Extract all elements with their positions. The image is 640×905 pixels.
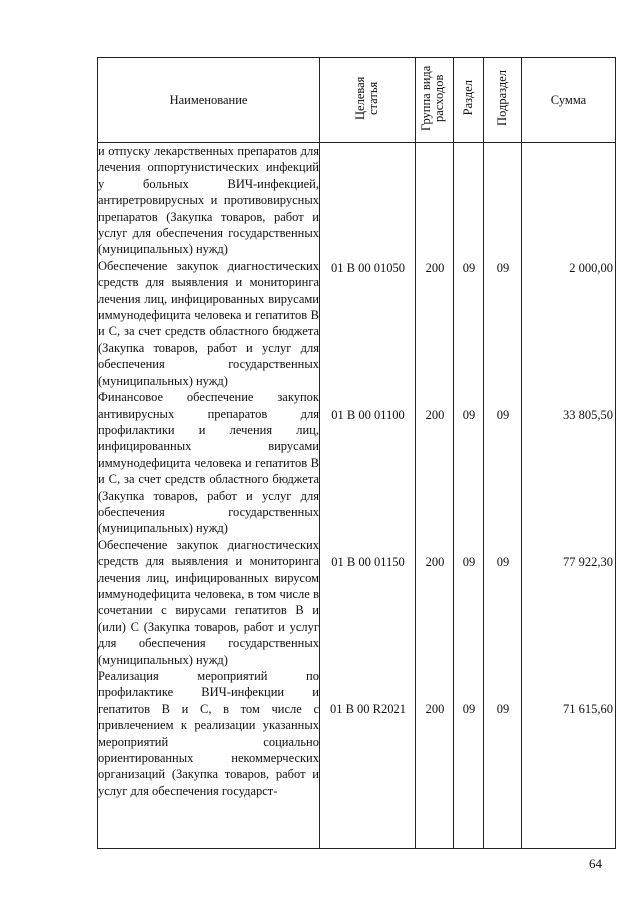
page-number: 64: [589, 856, 602, 871]
section-column: [454, 143, 484, 849]
table-body-row: [98, 143, 616, 849]
group-column: [416, 143, 454, 849]
header-expense-group: Группа вида расходов: [416, 58, 454, 143]
row-text-3: Обеспечение закупок диагностических средств для выявления и мониторинга лечения лиц, инфицированных вирусом иммунодефицита человека, в том числе в сочетании с вирусами гепатитов В и (или) С (Закупка товаров, работ и услуг для обеспечения государственных (муниципальных) нужд): [98, 537, 319, 667]
row-group-3: 200: [425, 702, 445, 716]
row-code-0: 01 В 00 01050: [331, 261, 405, 275]
row-sum-1: 33 805,50: [563, 408, 613, 422]
row-text-4: Реализация мероприятий по профилактике ВИЧ-инфекции и гепатитов В и С, в том числе с привлечением к реализации указанных мероприятий социально ориентированных некоммерческих организаций (Закупка товаров, работ и услуг для обеспечения государст-: [98, 669, 319, 798]
row-sum-3: 71 615,60: [563, 702, 613, 716]
name-column: [98, 143, 320, 849]
row-sum-2: 77 922,30: [563, 555, 613, 569]
row-subsection-0: 09: [496, 261, 510, 275]
row-section-3: 09: [462, 702, 476, 716]
row-group-2: 200: [425, 555, 445, 569]
table-header-row: [98, 58, 616, 143]
budget-table: [97, 57, 616, 849]
row-section-2: 09: [462, 555, 476, 569]
row-group-1: 200: [425, 408, 445, 422]
row-section-1: 09: [462, 408, 476, 422]
row-subsection-1: 09: [496, 408, 510, 422]
row-subsection-3: 09: [496, 702, 510, 716]
header-sum: Сумма: [522, 58, 616, 143]
row-code-3: 01 В 00 R2021: [329, 702, 407, 716]
row-code-1: 01 В 00 01100: [331, 408, 405, 422]
sum-column: [522, 143, 616, 849]
header-name: Наименование: [98, 58, 320, 143]
row-group-0: 200: [425, 261, 445, 275]
header-subsection: Подраздел: [484, 58, 522, 143]
row-section-0: 09: [462, 261, 476, 275]
header-target-article: Целевая статья: [320, 58, 416, 143]
row-text-0: и отпуску лекарственных препаратов для лечения оппортунистических инфекций у больных ВИЧ-инфекцией, антиретровирусных и противовирусных препаратов (Закупка товаров, работ и услуг для обеспечения государственных (муниципальных) нужд): [98, 144, 319, 257]
row-subsection-2: 09: [496, 555, 510, 569]
row-text-1: Обеспечение закупок диагностических средств для выявления и мониторинга лечения лиц, инфицированных вирусами иммунодефицита человека и гепатитов В и С, за счет средств областного бюджета (Закупка товаров, работ и услуг для обеспечения государственных (муниципальных) нужд): [98, 258, 319, 388]
code-column: [320, 143, 416, 849]
subsection-column: [484, 143, 522, 849]
row-sum-0: 2 000,00: [569, 261, 613, 275]
header-section: Раздел: [454, 58, 484, 143]
row-code-2: 01 В 00 01150: [331, 555, 405, 569]
row-text-2: Финансовое обеспечение закупок антивирусных препаратов для профилактики и лечения лиц, инфицированных вирусами иммунодефицита человека и гепатитов В и С, за счет средств областного бюджета (Закупка товаров, работ и услуг для обеспечения государственных (муниципальных) нужд): [98, 390, 319, 536]
